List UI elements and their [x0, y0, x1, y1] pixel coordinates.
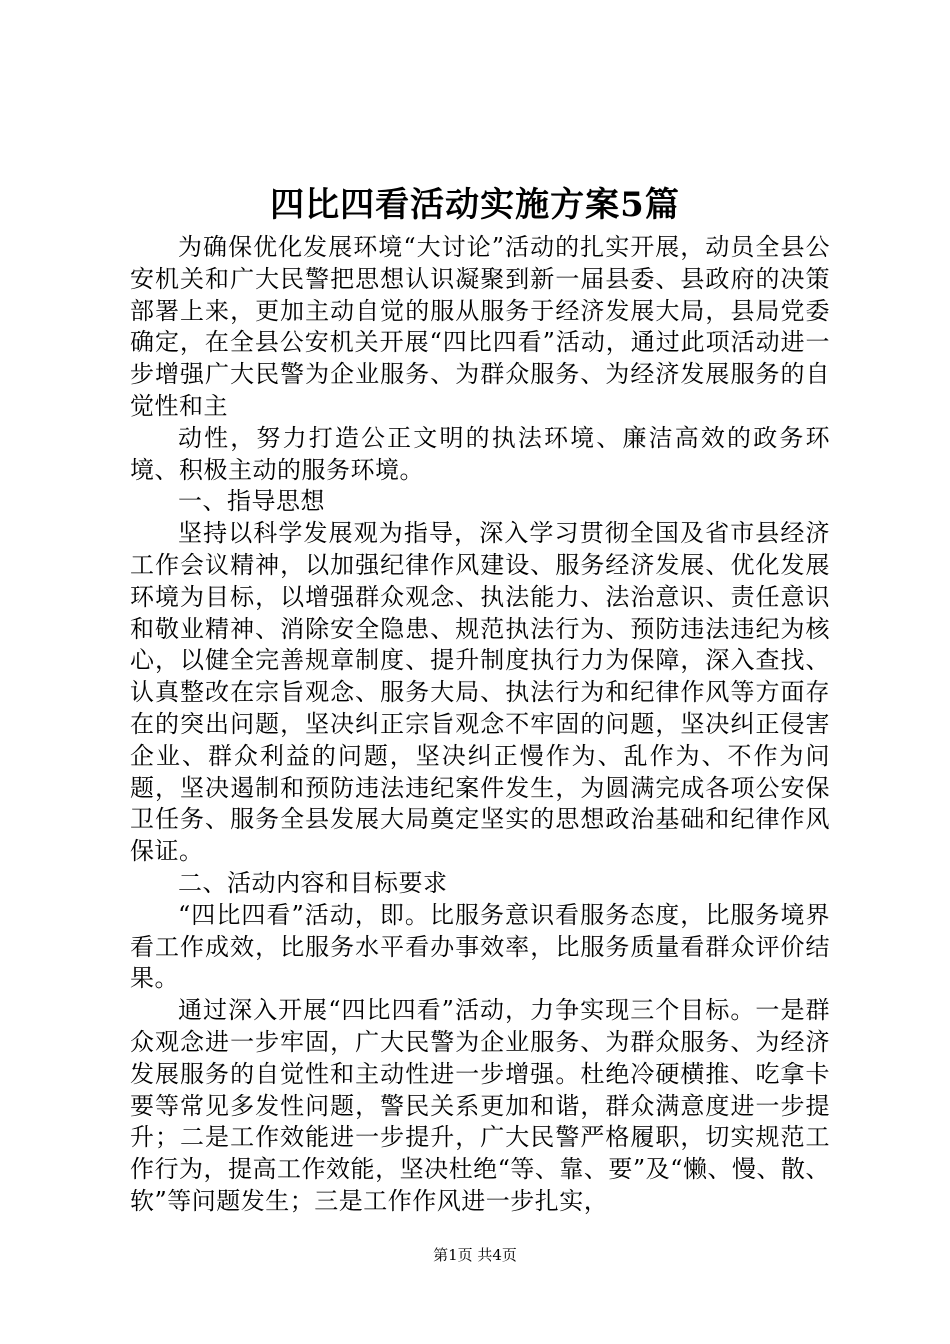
- paragraph-three-goals: 通过深入开展“四比四看”活动，力争实现三个目标。一是群众观念进一步牢固，广大民警为企业服务、为群众服务、为经济发展服务的自觉性和主动性进一步增强。杜绝冷硬横推、吃拿卡要等常见多发性问题，警民关系更加和谐，群众满意度进一步提升；二是工作效能进一步提升，广大民警严格履职，切实规范工作行为，提高工作效能，坚决杜绝“等、靠、要”及“懒、慢、散、软”等问题发生；三是工作作风进一步扎实，: [130, 996, 830, 1215]
- paragraph-intro: 为确保优化发展环境“大讨论”活动的扎实开展，动员全县公安机关和广大民警把思想认识凝聚到新一届县委、县政府的决策部署上来，更加主动自觉的服从服务于经济发展大局，县局党委确定，在全县公安机关开展“四比四看”活动，通过此项活动进一步增强广大民警为企业服务、为群众服务、为经济发展服务的自觉性和主: [130, 233, 830, 420]
- paragraph-intro-continued: 动性，努力打造公正文明的执法环境、廉洁高效的政务环境、积极主动的服务环境。: [130, 423, 830, 484]
- document-body: [130, 232, 830, 1218]
- paragraph-activity-definition: “四比四看”活动，即。比服务意识看服务态度，比服务境界看工作成效，比服务水平看办事效率，比服务质量看群众评价结果。: [130, 900, 830, 993]
- page-number-footer: 第1页 共4页: [433, 1246, 517, 1264]
- paragraph-guiding-ideology: 坚持以科学发展观为指导，深入学习贯彻全国及省市县经济工作会议精神，以加强纪律作风建设、服务经济发展、优化发展环境为目标，以增强群众观念、执法能力、法治意识、责任意识和敬业精神、消除安全隐患、规范执法行为、预防违法违纪为核心，以健全完善规章制度、提升制度执行力为保障，深入查找、认真整改在宗旨观念、服务大局、执法行为和纪律作风等方面存在的突出问题，坚决纠正宗旨观念不牢固的问题，坚决纠正侵害企业、群众利益的问题，坚决纠正慢作为、乱作为、不作为问题，坚决遏制和预防违法违纪案件发生，为圆满完成各项公安保卫任务、服务全县发展大局奠定坚实的思想政治基础和纪律作风保证。: [130, 519, 830, 866]
- section-heading-content-and-goals: 二、活动内容和目标要求: [178, 868, 448, 897]
- document-title: 四比四看活动实施方案5篇: [270, 185, 680, 225]
- section-heading-guiding-ideology: 一、指导思想: [178, 487, 325, 516]
